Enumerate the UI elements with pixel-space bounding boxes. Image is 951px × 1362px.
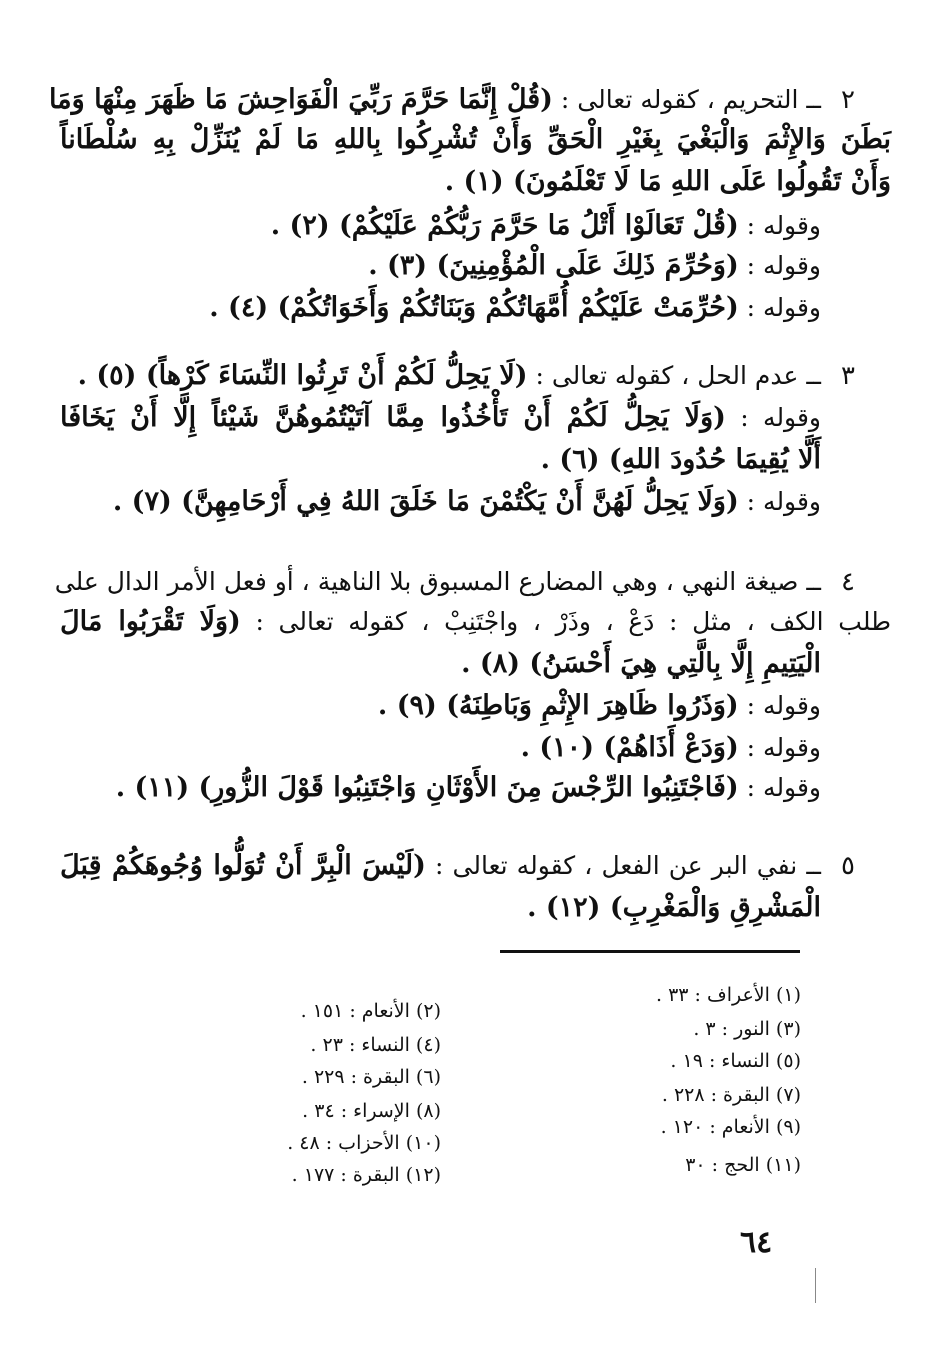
- footnote: (٤) النساء : ٢٣ .: [310, 1034, 441, 1056]
- text-line: [78, 356, 821, 396]
- prose: طلب الكف ، مثل : دَعْ ، وذَرْ ، واجْتَنِبْ ، كقوله تعالى :: [240, 607, 891, 636]
- footnote: (٧) البقرة : ٢٢٨ .: [661, 1084, 801, 1106]
- text-line: [60, 120, 891, 160]
- text-line: [60, 602, 891, 642]
- prose: وقوله :: [725, 403, 821, 432]
- prose: ــ عدم الحل ، كقوله تعالى :: [527, 361, 821, 390]
- footnote: (٦) البقرة : ٢٢٩ .: [301, 1066, 441, 1088]
- prose: وقوله :: [738, 251, 821, 280]
- quran-quote: (وَلَا تَقْرَبُوا مَالَ: [60, 606, 241, 637]
- footnote: (٣) النور : ٣ .: [693, 1018, 801, 1040]
- quran-quote: بَطَنَ وَالإِثْمَ وَالْبَغْيَ بِغَيْرِ الْحَقِّ وَأَنْ تُشْرِكُوا بِاللهِ مَا لَمْ يُنَزِّلْ بِهِ سُلْطَاناً: [60, 124, 891, 155]
- footnote-separator: [500, 950, 800, 953]
- text-line: [445, 162, 891, 202]
- text-line: [271, 206, 821, 246]
- item-number: ٢: [841, 85, 855, 115]
- quran-quote: (لَا يَحِلُّ لَكُمْ أَنْ تَرِثُوا النِّسَاءَ كَرْهاً) (٥) .: [77, 360, 528, 391]
- footnote: (١٠) الأحزاب : ٤٨ .: [287, 1132, 441, 1154]
- item-number: ٤: [841, 567, 855, 597]
- scan-mark: [815, 1268, 816, 1303]
- prose: وقوله :: [738, 293, 821, 322]
- text-line: [378, 686, 821, 726]
- footnote: (١) الأعراف : ٣٣ .: [656, 984, 801, 1006]
- quran-quote: (وَلَا يَحِلُّ لَكُمْ أَنْ تَأْخُذُوا مِمَّا آتَيْتُمُوهُنَّ شَيْئاً إِلَّا أَنْ يَخَافَا: [60, 402, 726, 433]
- text-line: [113, 482, 821, 522]
- page-number: ٦٤: [740, 1225, 773, 1260]
- prose: ــ نفي البر عن الفعل ، كقوله تعالى :: [425, 851, 821, 880]
- quran-quote: أَلَّا يُقِيمَا حُدُودَ اللهِ) (٦) .: [540, 444, 821, 475]
- quran-quote: الْمَشْرِقِ وَالْمَغْرِبِ) (١٢) .: [527, 892, 821, 923]
- footnote: (١٢) البقرة : ١٧٧ .: [291, 1164, 441, 1186]
- quran-quote: (وَذَرُوا ظَاهِرَ الإِثْمِ وَبَاطِنَهُ) (٩) .: [377, 690, 739, 721]
- text-line: [60, 398, 821, 438]
- prose: وقوله :: [738, 211, 821, 240]
- text-line: [521, 728, 821, 768]
- quran-quote: (وَدَعْ أَذَاهُمْ) (١٠) .: [520, 732, 739, 763]
- text-line: [60, 846, 821, 886]
- text-line: [48, 80, 821, 120]
- text-line: [54, 562, 821, 602]
- quran-quote: (قُلْ إِنَّمَا حَرَّمَ رَبِّيَ الْفَوَاحِشَ مَا ظَهَرَ مِنْهَا وَمَا: [48, 84, 553, 115]
- text-line: [209, 288, 821, 328]
- quran-quote: (لَيْسَ الْبِرَّ أَنْ تُوَلُّوا وُجُوهَكُمْ قِبَلَ: [60, 850, 426, 881]
- quran-quote: وَأَنْ تَقُولُوا عَلَى اللهِ مَا لَا تَعْلَمُونَ) (١) .: [444, 166, 891, 197]
- prose: وقوله :: [738, 773, 821, 802]
- text-line: [116, 768, 821, 808]
- quran-quote: (وَحُرِّمَ ذَلِكَ عَلَى الْمُؤْمِنِينَ) (٣) .: [368, 250, 739, 281]
- footnote: (٩) الأنعام : ١٢٠ .: [660, 1116, 801, 1138]
- item-number: ٥: [841, 851, 855, 881]
- quran-quote: (قُلْ تَعَالَوْا أَتْلُ مَا حَرَّمَ رَبُّكُمْ عَلَيْكُمْ) (٢) .: [270, 210, 739, 241]
- text-line: [368, 246, 821, 286]
- quran-quote: (حُرِّمَتْ عَلَيْكُمْ أُمَّهَاتُكُمْ وَبَنَاتُكُمْ وَأَخَوَاتُكُمْ) (٤) .: [209, 292, 739, 323]
- quran-quote: (وَلَا يَحِلُّ لَهُنَّ أَنْ يَكْتُمْنَ مَا خَلَقَ اللهُ فِي أَرْحَامِهِنَّ) (٧) .: [112, 486, 739, 517]
- quran-quote: (فَاجْتَنِبُوا الرِّجْسَ مِنَ الأَوْثَانِ وَاجْتَنِبُوا قَوْلَ الزُّورِ) (١١) .: [115, 772, 739, 803]
- footnote: (٢) الأنعام : ١٥١ .: [300, 1000, 441, 1022]
- footnote: (١١) الحج : ٣٠: [685, 1154, 801, 1176]
- text-line: [461, 644, 821, 684]
- footnote: (٨) الإسراء : ٣٤ .: [302, 1100, 441, 1122]
- footnote: (٥) النساء : ١٩ .: [670, 1050, 801, 1072]
- item-number: ٣: [841, 361, 855, 391]
- prose: ــ صيغة النهي ، وهي المضارع المسبوق بلا الناهية ، أو فعل الأمر الدال على: [54, 567, 821, 596]
- prose: ــ التحريم ، كقوله تعالى :: [552, 85, 821, 114]
- text-line: [527, 888, 821, 928]
- prose: وقوله :: [738, 487, 821, 516]
- quran-quote: الْيَتِيمِ إِلَّا بِالَّتِي هِيَ أَحْسَنُ) (٨) .: [461, 648, 821, 679]
- prose: وقوله :: [738, 733, 821, 762]
- prose: وقوله :: [738, 691, 821, 720]
- text-line: [541, 440, 821, 480]
